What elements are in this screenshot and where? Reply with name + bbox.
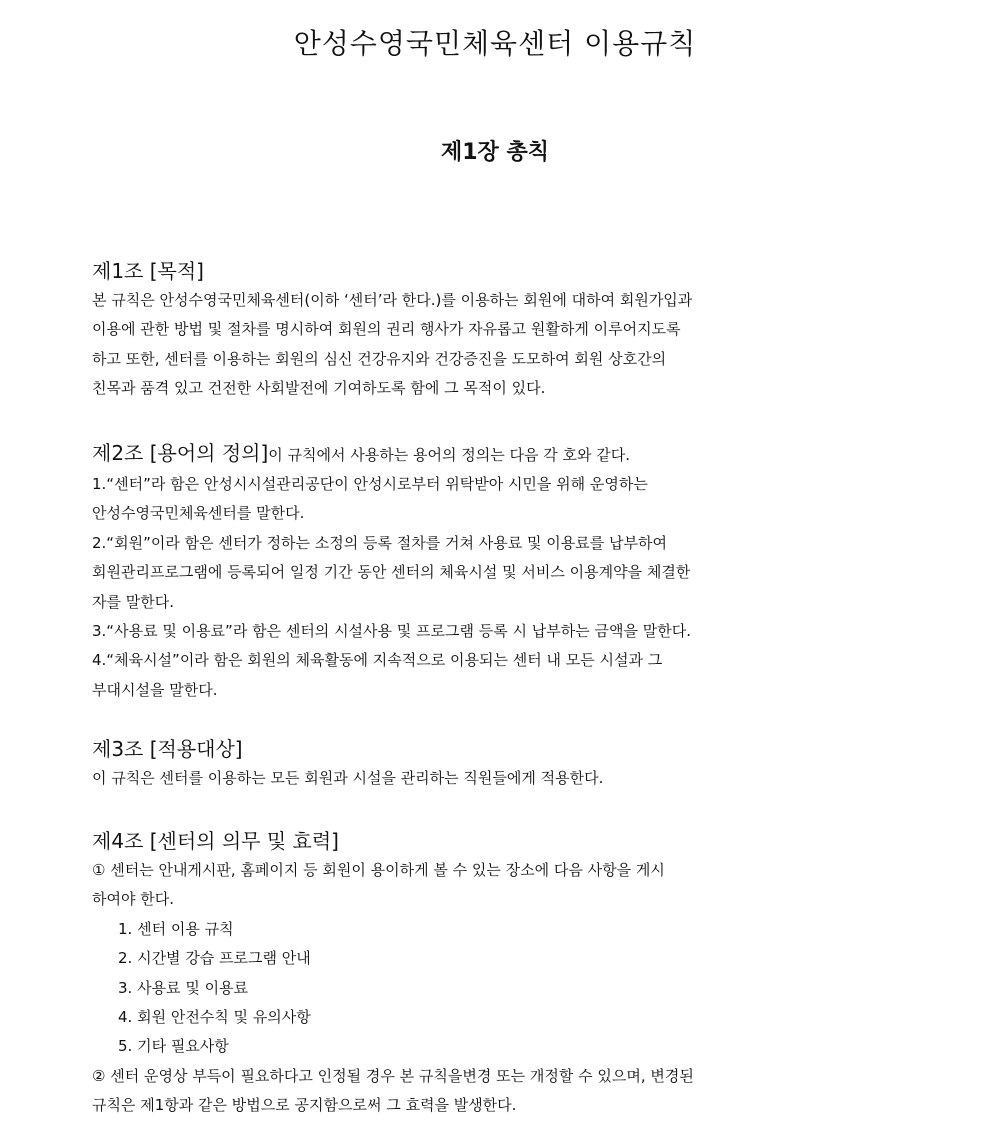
- article-3: [92, 734, 912, 793]
- article-2-heading: 제2조 [용어의 정의]: [92, 441, 269, 465]
- article-2-line: 회원관리프로그램에 등록되어 일정 기간 동안 센터의 체육시설 및 서비스 이용계약을 체결한: [92, 563, 691, 582]
- article-4-list-item: 2. 시간별 강습 프로그램 안내: [118, 949, 311, 968]
- article-2: [92, 438, 912, 705]
- document-title: 안성수영국민체육센터 이용규칙: [293, 27, 697, 60]
- article-2-line: 1.“센터”라 함은 안성시시설관리공단이 안성시로부터 위탁받아 시민을 위해 운영하는: [92, 475, 648, 493]
- article-4-para1-line: ① 센터는 안내게시판, 홈페이지 등 회원이 용이하게 볼 수 있는 장소에 다음 사항을 게시: [92, 861, 665, 879]
- article-2-line: 4.“체육시설”이라 함은 회원의 체육활동에 지속적으로 이용되는 센터 내 모든 시설과 그: [92, 651, 663, 670]
- article-3-line: 이 규칙은 센터를 이용하는 모든 회원과 시설을 관리하는 직원들에게 적용한다.: [92, 769, 604, 787]
- article-1-heading: 제1조 [목적]: [92, 259, 204, 283]
- article-1: [92, 256, 912, 404]
- article-4-list-item: 5. 기타 필요사항: [118, 1037, 229, 1056]
- article-1-line: 하고 또한, 센터를 이용하는 회원의 심신 건강유지와 건강증진을 도모하여 회원 상호간의: [92, 349, 667, 368]
- article-4: [92, 826, 912, 1121]
- article-4-para2-line: ② 센터 운영상 부득이 필요하다고 인정될 경우 본 규칙을변경 또는 개정할 수 있으며, 변경된: [92, 1066, 694, 1085]
- article-2-line: 자를 말한다.: [92, 592, 174, 611]
- article-2-heading-line: [92, 438, 912, 470]
- article-4-heading: 제4조 [센터의 의무 및 효력]: [92, 829, 339, 853]
- article-1-line: 이용에 관한 방법 및 절차를 명시하여 회원의 권리 행사가 자유롭고 원활하게 이루어지도록: [92, 320, 681, 339]
- article-2-line: 2.“회원”이라 함은 센터가 정하는 소정의 등록 절차를 거쳐 사용료 및 이용료를 납부하여: [92, 533, 667, 552]
- article-3-heading: 제3조 [적용대상]: [92, 737, 243, 761]
- article-2-line: 3.“사용료 및 이용료”라 함은 센터의 시설사용 및 프로그램 등록 시 납부하는 금액을 말한다.: [92, 622, 691, 641]
- article-4-list-item: 4. 회원 안전수칙 및 유의사항: [118, 1008, 311, 1027]
- article-4-para2-line: 규칙은 제1항과 같은 방법으로 공지함으로써 그 효력을 발생한다.: [92, 1096, 517, 1115]
- article-1-line: 본 규칙은 안성수영국민체육센터(이하 ‘센터’라 한다.)를 이용하는 회원에 대하여 회원가입과: [92, 291, 693, 309]
- article-4-list-item: 3. 사용료 및 이용료: [118, 978, 249, 997]
- article-2-line: 부대시설을 말한다.: [92, 680, 218, 699]
- chapter-heading: 제1장 총칙: [441, 140, 549, 165]
- article-1-line: 친목과 품격 있고 건전한 사회발전에 기여하도록 함에 그 목적이 있다.: [92, 379, 546, 398]
- article-4-para1-line: 하여야 한다.: [92, 890, 174, 909]
- article-4-list-item: 1. 센터 이용 규칙: [118, 919, 234, 938]
- article-2-line: 안성수영국민체육센터를 말한다.: [92, 504, 305, 523]
- article-2-heading-rest: 이 규칙에서 사용하는 용어의 정의는 다음 각 호와 같다.: [268, 446, 630, 464]
